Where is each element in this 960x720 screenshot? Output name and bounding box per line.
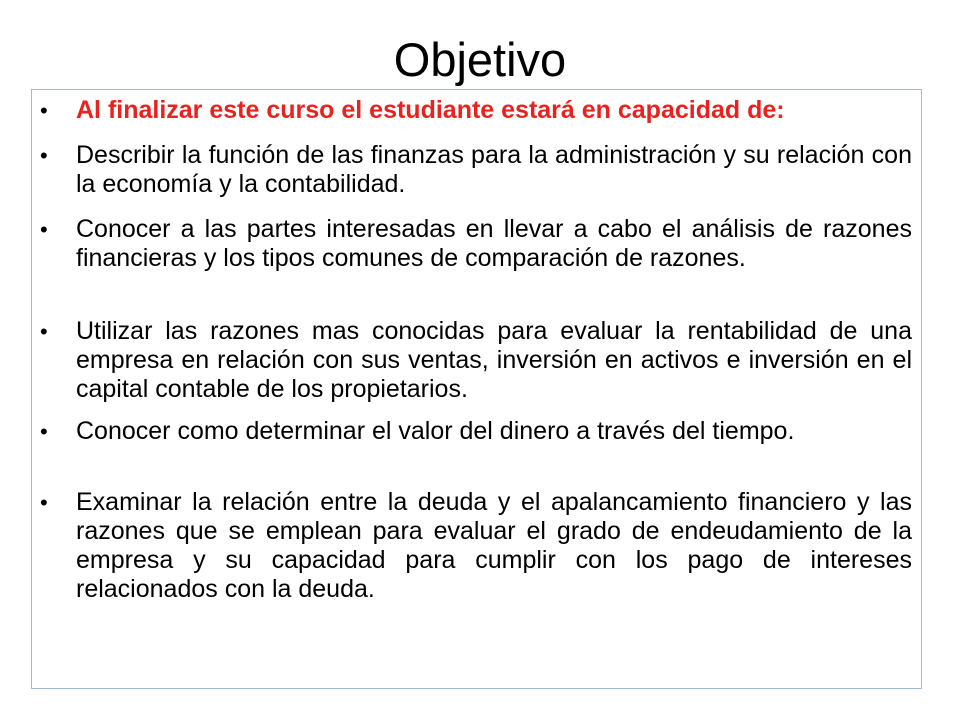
bullet-dot-icon: • xyxy=(40,143,48,168)
bullet-text: Conocer como determinar el valor del dinero a través del tiempo. xyxy=(76,417,795,445)
bullet-text: Examinar la relación entre la deuda y el apalancamiento financiero y las razones que se emplean para evaluar el grado de endeudamiento de la empresa y su capacidad para cumplir con los pago de intereses relacionados con la deuda. xyxy=(76,488,912,603)
bullet-dot-icon: • xyxy=(40,98,48,123)
bullet-item-funcion-finanzas xyxy=(40,141,912,199)
bullet-item-razones-rentabilidad xyxy=(40,317,912,404)
content-box xyxy=(31,89,922,689)
bullet-dot-icon: • xyxy=(40,319,48,344)
bullet-dot-icon: • xyxy=(40,419,48,444)
bullet-text: Conocer a las partes interesadas en llevar a cabo el análisis de razones financieras y los tipos comunes de comparación de razones. xyxy=(76,215,912,272)
bullet-item-intro xyxy=(40,96,912,125)
bullet-dot-icon: • xyxy=(40,490,48,515)
bullet-text: Al finalizar este curso el estudiante estará en capacidad de: xyxy=(76,96,785,124)
slide-title: Objetivo xyxy=(393,33,567,86)
bullet-item-deuda-apalancamiento xyxy=(40,488,912,604)
bullet-item-partes-interesadas xyxy=(40,215,912,273)
bullet-item-valor-dinero xyxy=(40,417,912,446)
bullet-text: Utilizar las razones mas conocidas para evaluar la rentabilidad de una empresa en relación con sus ventas, inversión en activos e inversión en el capital contable de los propietarios. xyxy=(76,317,912,403)
bullet-dot-icon: • xyxy=(40,217,48,242)
bullet-text: Describir la función de las finanzas para la administración y su relación con la economía y la contabilidad. xyxy=(76,141,912,198)
